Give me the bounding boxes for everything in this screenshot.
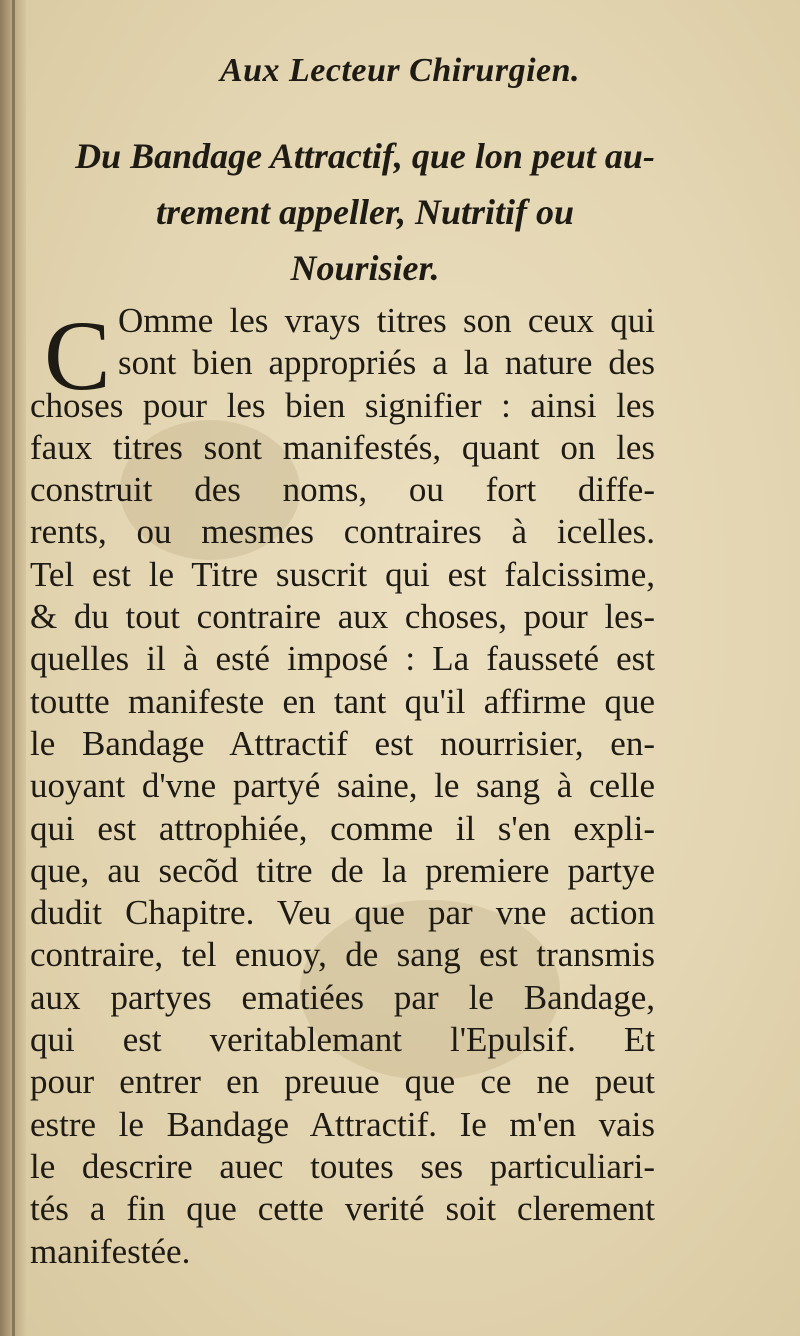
text-line: Omme les vrays titres son ceux qui (118, 301, 655, 340)
chapter-title (40, 128, 690, 296)
text-line: le Bandage Attractif est nourrisier, en- (30, 723, 655, 763)
text-line: contraire, tel enuoy, de sang est transmis (30, 935, 655, 975)
text-line: rents, ou mesmes contraires à icelles. (30, 512, 655, 552)
text-line: aux partyes ematiées par le Bandage, (30, 977, 655, 1017)
text-line: le descrire auec toutes ses particuliari- (30, 1146, 655, 1186)
text-line: que, au secõd titre de la premiere partye (30, 850, 655, 890)
body-text (30, 300, 655, 1273)
text-line: manifestée. (30, 1231, 191, 1271)
binding-edge (12, 0, 15, 1336)
text-line: toutte manifeste en tant qu'il affirme que (30, 681, 655, 721)
text-line: choses pour les bien signifier : ainsi les (30, 385, 655, 425)
title-line: Du Bandage Attractif, que lon peut au- (75, 136, 655, 176)
text-line: dudit Chapitre. Veu que par vne action (30, 893, 655, 933)
text-line: construit des noms, ou fort diffe- (30, 470, 655, 510)
text-line: qui est attrophiée, comme il s'en expli- (30, 808, 655, 848)
title-line: Nourisier. (290, 248, 440, 288)
text-line: qui est veritablemant l'Epulsif. Et (30, 1020, 655, 1060)
running-head: Aux Lecteur Chirurgien. (219, 52, 581, 89)
text-line: quelles il à esté imposé : La fausseté est (30, 639, 655, 679)
text-line: Tel est le Titre suscrit qui est falcissime, (30, 554, 655, 594)
text-line: tés a fin que cette verité soit clerement (30, 1189, 655, 1229)
title-line: trement appeller, Nutritif ou (155, 192, 575, 232)
text-line: estre le Bandage Attractif. Ie m'en vais (30, 1104, 655, 1144)
text-line: & du tout contraire aux choses, pour les- (30, 597, 655, 637)
text-line: sont bien appropriés a la nature des (118, 343, 655, 383)
text-line: faux titres sont manifestés, quant on les (30, 427, 655, 467)
text-line: pour entrer en preuue que ce ne peut (30, 1062, 655, 1102)
text-line: uoyant d'vne partyé saine, le sang à celle (30, 766, 655, 806)
drop-cap: C (44, 300, 111, 411)
